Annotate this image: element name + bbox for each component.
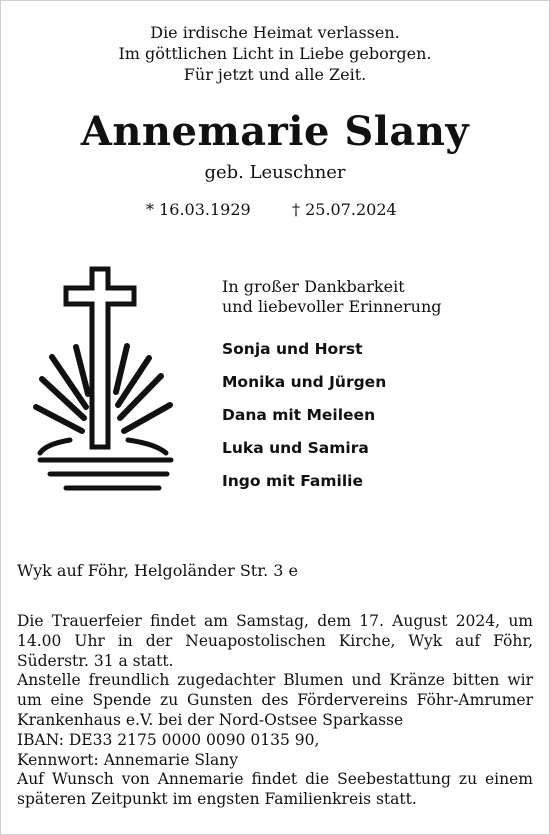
- birth-date: * 16.03.1929: [146, 200, 251, 219]
- sea-burial-notice: Auf Wunsch von Annemarie findet die Seebestattung zu einem späteren Zeitpunkt im engsten Familienkreis statt.: [17, 770, 533, 809]
- mourner-item: Luka und Samira: [222, 439, 369, 457]
- gratitude-text: [222, 277, 441, 317]
- donation-notice: Anstelle freundlich zugedachter Blumen und Kränze bitten wir um eine Spende zu Gunsten des Fördervereins Föhr-Amrumer Krankenhaus e.V. bei der Nord-Ostsee Sparkasse: [17, 671, 533, 729]
- mourner-item: Monika und Jürgen: [222, 373, 387, 391]
- mourner-item: Ingo mit Familie: [222, 472, 363, 490]
- motto-line: Für jetzt und alle Zeit.: [183, 65, 367, 84]
- funeral-notice: Die Trauerfeier findet am Samstag, dem 17. August 2024, um 14.00 Uhr in der Neuapostolischen Kirche, Wyk auf Föhr, Süderstr. 31 a statt.: [17, 612, 533, 670]
- motto-line: Die irdische Heimat verlassen.: [150, 23, 400, 42]
- cross-with-sunrise-icon: [28, 264, 208, 494]
- iban: IBAN: DE33 2175 0000 0090 0135 90,: [17, 730, 320, 749]
- reference-word: Kennwort: Annemarie Slany: [17, 750, 238, 769]
- gratitude-line: In großer Dankbarkeit: [222, 277, 405, 296]
- address: Wyk auf Föhr, Helgoländer Str. 3 e: [17, 561, 298, 580]
- motto-line: Im göttlichen Licht in Liebe geborgen.: [118, 44, 432, 63]
- mourner-item: Sonja und Horst: [222, 340, 363, 358]
- gratitude-line: und liebevoller Erinnerung: [222, 297, 442, 316]
- deceased-name: Annemarie Slany: [80, 108, 470, 155]
- notice-text: [17, 612, 533, 810]
- maiden-name: geb. Leuschner: [204, 162, 346, 183]
- mourners-list: [222, 338, 386, 503]
- death-date: † 25.07.2024: [292, 200, 397, 219]
- mourner-item: Dana mit Meileen: [222, 406, 376, 424]
- motto: [0, 22, 550, 85]
